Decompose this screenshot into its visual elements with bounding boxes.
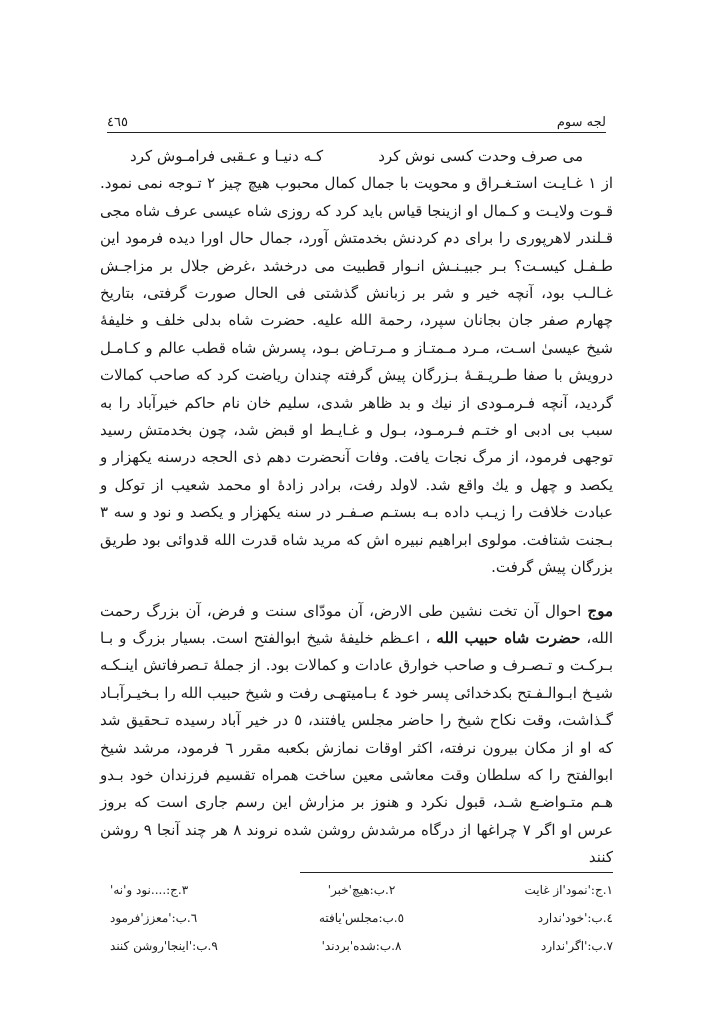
verse-line	[100, 143, 613, 170]
footnote-5: ٥.ب:مجلس'یافته	[318, 911, 405, 925]
saint-name: حضرت شاه حبیب الله	[436, 628, 581, 647]
paragraph-2-text-b: ، اعـظم خلیفهٔ شیخ ابوالفتح است. بسیار بزرگ و بـا بـرکـت و تـصـرف و صاحب خوارق عادات و کمالات بود. از جملهٔ تـصرفاتش اینـکـه شیـخ ابـوالـفـتح بکدخدائی پسر خود ٤ بـامیتهـی رفت و شیخ حبیب الله را بـخیـرآبـاد گـذاشت، وقت نکاح شیخ را حاضر مجلس یافتند، ٥ در خیر آباد رسیده تـحقیق شد که او از مکان بیرون نرفته، اکثر اوقات نمازش بکعبه مقرر ٦ فرمود، مرشد شیخ ابوالفتح را که سلطان وقت معاشی معین ساخت همراه تقسیم فرزندان خود بـدو هـم متـواضـع شـد، قبول نکرد و هنوز بر مزارش این رسم جاری است که بروز عرس او اگر ٧ چراغها از درگاه مرشدش روشن شده نروند ٨ هر چند آنجا ٩ روشن کنند	[100, 628, 613, 867]
footnote-3: ٣.ج:....نود و'نه'	[110, 883, 189, 897]
footnote-1: ١.ج:'نمود'از غایت	[524, 883, 613, 897]
chapter-title: لجه سوم	[556, 115, 606, 130]
paragraph-1: از ١ غـایـت استـغـراق و محویت با جمال کمال محبوب هیچ چیز ٢ تـوجه نمی نمود. قـوت ولایـت و کـمال او ازینجا قیاس باید کرد که روزی شاه عیسی عرف شاه مجی قـلندر لاهرپوری را برای دم کردنش بخدمتش آورد، جمال حال اورا دیده فرمود این طـفـل کیسـت؟ بـر جبیـنـش انـوار قطبیت می درخشد ،غرض جلال بر مزاجـش غـالـب بود، آنچه خیر و شر بر زبانش گذشتی فی الحال صورت گرفتی، بتاریخ چهارم صفر جان بجانان سپرد، رحمة الله علیه. حضرت شاه بدلی خلف و خلیفهٔ شیخ عیسیٰ اسـت، مـرد مـمتـاز و مـرتـاض بـود، پسرش شاه قطب عالم و کـامـل درویش با صفا طـریـقـهٔ بـزرگان پیش گرفته چندان ریاضت کرد که صاحب کمالات گردید، آنچه فـرمـودی از نیك و بد ظاهر شدی، سلیم خان نام حاکم خیرآباد را به سبب بی ادبی او ختـم فـرمـود، بـول و غـایـط او قبض شد، چون بخدمتش رسید توجهی فرمود، از مرگ نجات یافت. وفات آنحضرت دهم ذی الحجه درسنه یکهزار و یکصد و چهل و یك واقع شد. لاولد رفت، برادر زادهٔ او محمد شعیب از توکل و عبادت خلافت را زیـب داده بـه بستـم صـفـر در سنه یکهزار و یکصد و نود و سه ٣ بـجنت شتافت. مولوی ابراهیم نبیره اش که مرید شاه قدرت الله قدوائی بود طریق بزرگان پیش گرفت.	[100, 174, 613, 577]
footnote-8: ٨.ب:شده'بردند'	[321, 939, 402, 953]
verse-hemistich-right: می صرف وحدت کسی نوش کرد	[378, 147, 583, 165]
main-text	[100, 143, 613, 872]
footnote-9: ٩.ب:'اینجا'روشن کنند	[110, 939, 218, 953]
footnotes	[110, 876, 613, 960]
footnote-rule	[300, 872, 613, 873]
running-head	[107, 108, 606, 130]
footnote-row	[110, 876, 613, 904]
footnote-row	[110, 904, 613, 932]
footnote-2: ٢.ب:هیچ'خبر'	[327, 883, 396, 897]
verse-hemistich-left: کـه دنیـا و عـقبی فرامـوش کرد	[130, 147, 324, 165]
paragraph-2-text-a: احوال آن تخت نشین طی الارض، آن مودّای سنت و فرض، آن بزرگ رحمت الله،	[100, 601, 613, 647]
header-rule	[107, 132, 606, 133]
page-number: ٤٦٥	[107, 115, 128, 130]
footnote-6: ٦.ب:'معزز'فرمود	[110, 911, 198, 925]
footnote-7: ٧.ب:'اگر'ندارد	[541, 939, 613, 953]
paragraph-2	[100, 598, 613, 872]
footnote-4: ٤.ب:'خود'ندارد	[537, 911, 613, 925]
section-lead-word: موج	[587, 601, 613, 620]
footnote-row	[110, 932, 613, 960]
